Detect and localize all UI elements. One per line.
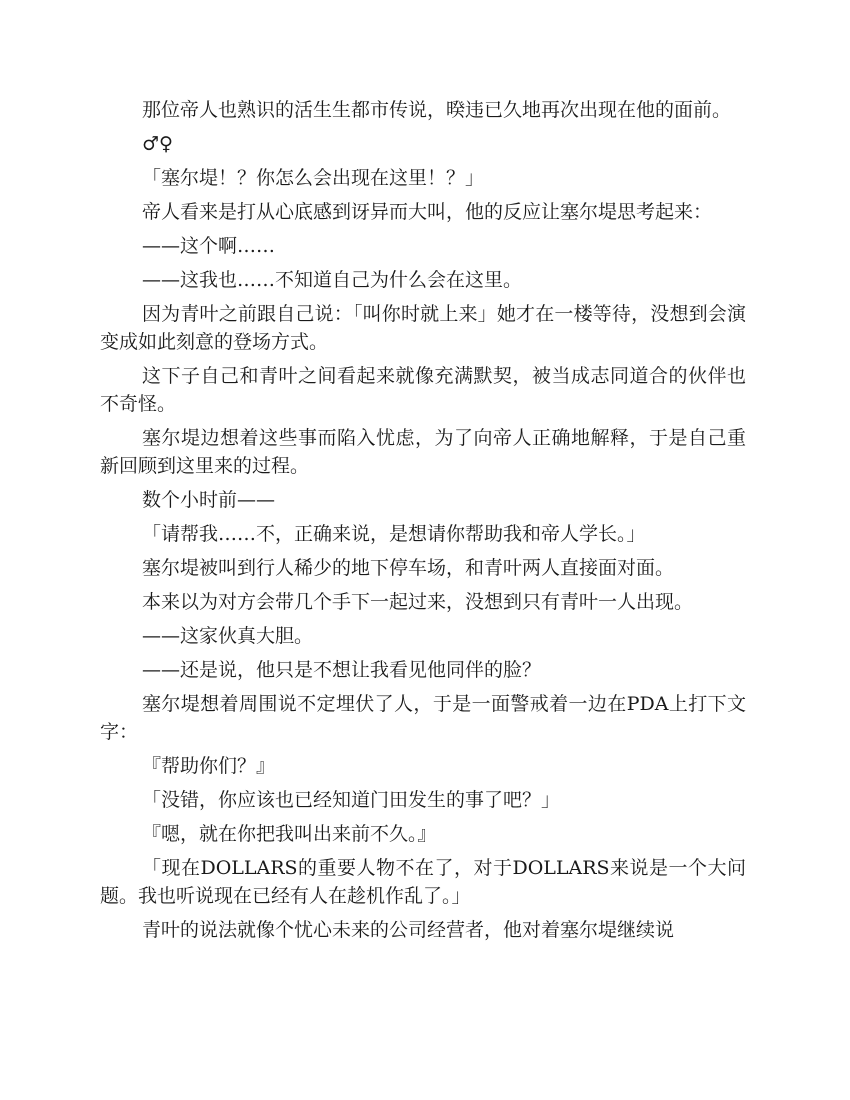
paragraph: 本来以为对方会带几个手下一起过来，没想到只有青叶一人出现。 — [142, 591, 694, 613]
paragraph: 「请帮我……不，正确来说，是想请你帮助我和帝人学长。」 — [142, 523, 646, 545]
paragraph: 「现在DOLLARS的重要人物不在了，对于DOLLARS来说是一个大问题。我也听说现在已经有人在趁机作乱了。」 — [100, 857, 746, 907]
paragraph: ——这个啊…… — [142, 235, 276, 257]
paragraph: 「塞尔堤！？你怎么会出现在这里！？」 — [142, 167, 485, 189]
paragraph: 塞尔堤想着周围说不定埋伏了人，于是一面警戒着一边在PDA上打下文字： — [100, 693, 746, 743]
paragraph: 塞尔堤被叫到行人稀少的地下停车场，和青叶两人直接面对面。 — [142, 557, 675, 579]
paragraph: ——这我也……不知道自己为什么会在这里。 — [142, 269, 523, 291]
paragraph: 数个小时前—— — [142, 489, 276, 511]
paragraph: 因为青叶之前跟自己说：「叫你时就上来」她才在一楼等待，没想到会演变成如此刻意的登场方式。 — [100, 303, 746, 353]
paragraph: 青叶的说法就像个忧心未来的公司经营者，他对着塞尔堤继续说 — [142, 919, 675, 941]
paragraph: 这下子自己和青叶之间看起来就像充满默契，被当成志同道合的伙伴也不奇怪。 — [100, 365, 746, 415]
document-page — [100, 96, 746, 950]
paragraph: 「没错，你应该也已经知道门田发生的事了吧？」 — [142, 789, 561, 811]
paragraph: 塞尔堤边想着这些事而陷入忧虑，为了向帝人正确地解释，于是自己重新回顾到这里来的过程。 — [100, 427, 746, 477]
paragraph: ——这家伙真大胆。 — [142, 625, 314, 647]
paragraph: 帝人看来是打从心底感到讶异而大叫，他的反应让塞尔堤思考起来： — [142, 201, 713, 223]
paragraph: ——还是说，他只是不想让我看见他同伴的脸？ — [142, 659, 542, 681]
section-break-symbol: ♂♀ — [142, 133, 173, 155]
paragraph: 『帮助你们？』 — [142, 755, 276, 777]
paragraph: 那位帝人也熟识的活生生都市传说，暌违已久地再次出现在他的面前。 — [142, 99, 732, 121]
paragraph: 『嗯，就在你把我叫出来前不久。』 — [142, 823, 437, 845]
